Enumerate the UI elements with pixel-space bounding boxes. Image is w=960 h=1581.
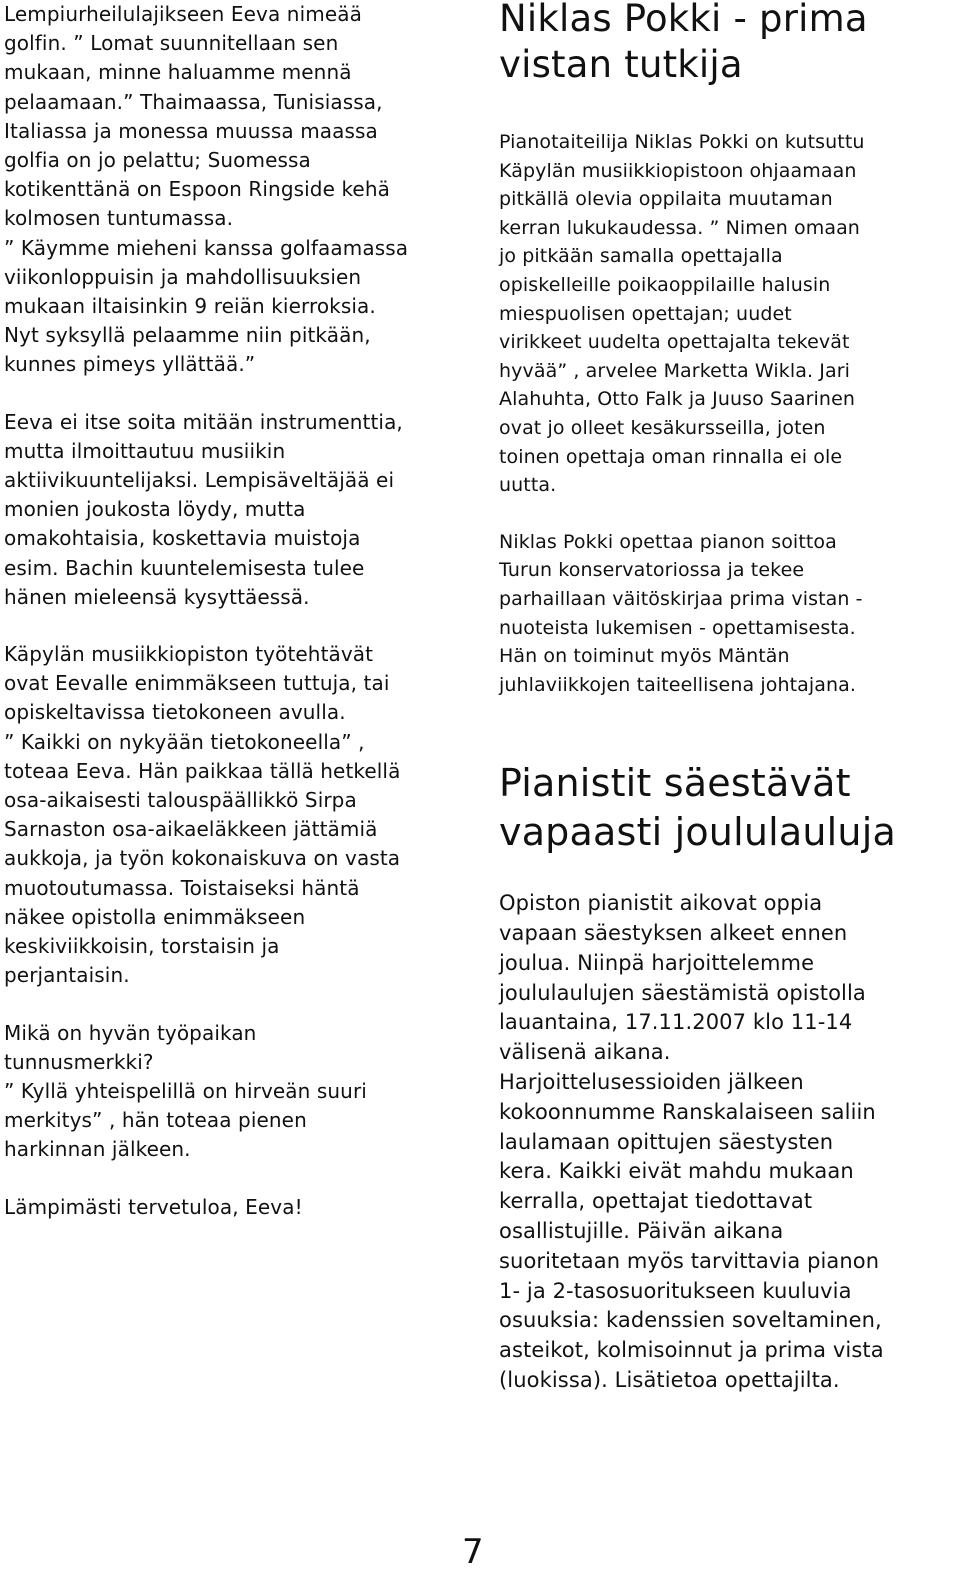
- text-line: kolmosen tuntumassa.: [4, 206, 234, 231]
- text-line: merkitys” , hän toteaa pienen: [4, 1108, 307, 1133]
- text-line: kotikenttänä on Espoon Ringside kehä: [4, 177, 390, 202]
- text-line: kerralla, opettajat tiedottavat: [499, 1189, 813, 1214]
- article-heading: [499, 0, 957, 88]
- text-line: Mikä on hyvän työpaikan: [4, 1020, 257, 1045]
- text-line: Lämpimästi tervetuloa, Eeva!: [4, 1194, 303, 1219]
- text-line: juhlaviikkojen taiteellisena johtajana.: [499, 673, 857, 696]
- text-line: joulua. Niinpä harjoittelemme: [499, 950, 815, 975]
- article-heading: [499, 759, 957, 857]
- text-line: toteaa Eeva. Hän paikkaa tällä hetkellä: [4, 758, 401, 783]
- paragraph-music-listening: [4, 408, 474, 612]
- paragraph-work-tasks: [4, 640, 474, 990]
- text-line: osa-aikaisesti talouspäällikkö Sirpa: [4, 788, 357, 813]
- text-line: Turun konservatoriossa ja tekee: [499, 559, 805, 582]
- text-line: Pianistit säestävät: [499, 761, 851, 806]
- text-line: vapaan säestyksen alkeet ennen: [499, 921, 848, 946]
- paragraph-welcome: [4, 1193, 474, 1222]
- text-line: hänen mieleensä kysyttäessä.: [4, 584, 310, 609]
- text-line: Nyt syksyllä pelaamme niin pitkään,: [4, 323, 371, 348]
- text-line: opiskeltavissa tietokoneen avulla.: [4, 700, 346, 725]
- text-line: Käpylän musiikkiopistoon ohjaamaan: [499, 159, 857, 182]
- text-line: kerran lukukaudessa. ” Nimen omaan: [499, 216, 860, 239]
- text-line: opiskelleille poikaoppilaille halusin: [499, 273, 831, 296]
- text-line: parhaillaan väitöskirjaa prima vistan -: [499, 587, 863, 610]
- text-line: viikonloppuisin ja mahdollisuuksien: [4, 264, 362, 289]
- text-line: osuuksia: kadenssien soveltaminen,: [499, 1308, 882, 1333]
- article-paragraph: [499, 528, 957, 700]
- text-line: Sarnaston osa-aikaeläkkeen jättämiä: [4, 817, 378, 842]
- text-line: golfin. ” Lomat suunnitellaan sen: [4, 31, 339, 56]
- text-line: esim. Bachin kuuntelemisesta tulee: [4, 555, 365, 580]
- text-line: muotoutumassa. Toistaiseksi häntä: [4, 875, 360, 900]
- text-line: Niklas Pokki opettaa pianon soittoa: [499, 530, 837, 553]
- text-line: ” Käymme mieheni kanssa golfaamassa: [4, 235, 409, 260]
- text-line: Italiassa ja monessa muussa maassa: [4, 118, 378, 143]
- text-line: ” Kyllä yhteispelillä on hirveän suuri: [4, 1078, 367, 1103]
- text-line: suoritetaan myös tarvittavia pianon: [499, 1248, 880, 1273]
- text-line: välisenä aikana.: [499, 1040, 671, 1065]
- text-line: aktiivikuuntelijaksi. Lempisäveltäjää ei: [4, 468, 395, 493]
- left-column: [4, 0, 474, 1222]
- text-line: pelaamaan.” Thaimaassa, Tunisiassa,: [4, 89, 383, 114]
- right-column: [499, 0, 957, 1396]
- text-line: hyvää” , arvelee Marketta Wikla. Jari: [499, 359, 850, 382]
- text-line: osallistujille. Päivän aikana: [499, 1219, 784, 1244]
- text-line: kunnes pimeys yllättää.”: [4, 352, 256, 377]
- text-line: nuoteista lukemisen - opettamisesta.: [499, 616, 856, 639]
- text-line: mutta ilmoittautuu musiikin: [4, 438, 286, 463]
- text-line: ovat Eevalle enimmäkseen tuttuja, tai: [4, 671, 390, 696]
- text-line: Pianotaiteilija Niklas Pokki on kutsuttu: [499, 131, 865, 153]
- text-line: lauantaina, 17.11.2007 klo 11-14: [499, 1010, 853, 1035]
- text-line: mukaan iltaisinkin 9 reiän kierroksia.: [4, 294, 376, 319]
- text-line: perjantaisin.: [4, 963, 130, 988]
- text-line: Opiston pianistit aikovat oppia: [499, 891, 823, 916]
- paragraph-golf: [4, 0, 474, 380]
- page-number: 7: [462, 1532, 484, 1572]
- text-line: mukaan, minne haluamme mennä: [4, 60, 352, 85]
- text-line: Niklas Pokki - prima: [499, 0, 868, 40]
- text-line: Alahuhta, Otto Falk ja Juuso Saarinen: [499, 388, 856, 411]
- text-line: laulamaan opittujen säestysten: [499, 1129, 834, 1154]
- text-line: vistan tutkija: [499, 43, 743, 86]
- text-line: asteikot, kolmisoinnut ja prima vista: [499, 1338, 884, 1363]
- text-line: ” Kaikki on nykyään tietokoneella” ,: [4, 729, 365, 754]
- text-line: (luokissa). Lisätietoa opettajilta.: [499, 1368, 840, 1393]
- text-line: ovat jo olleet kesäkursseilla, joten: [499, 416, 826, 439]
- text-line: Harjoittelusessioiden jälkeen: [499, 1070, 804, 1095]
- text-line: Lempiurheilulajikseen Eeva nimeää: [4, 2, 362, 26]
- text-line: Hän on toiminut myös Mäntän: [499, 645, 790, 668]
- text-line: Käpylän musiikkiopiston työtehtävät: [4, 642, 374, 667]
- text-line: miespuolisen opettajan; uudet: [499, 302, 792, 325]
- article-niklas-pokki: [499, 0, 957, 699]
- text-line: jo pitkään samalla opettajalla: [499, 245, 783, 268]
- text-line: virikkeet uudelta opettajalta tekevät: [499, 331, 850, 354]
- text-line: kokoonnumme Ranskalaiseen saliin: [499, 1099, 876, 1124]
- text-line: pitkällä olevia oppilaita muutaman: [499, 188, 833, 211]
- text-line: Eeva ei itse soita mitään instrumenttia,: [4, 409, 403, 434]
- text-line: joululaulujen säestämistä opistolla: [499, 980, 866, 1005]
- text-line: näkee opistolla enimmäkseen: [4, 904, 306, 929]
- paragraph-good-workplace: [4, 1019, 474, 1165]
- article-paragraph: [499, 128, 957, 500]
- text-line: uutta.: [499, 474, 557, 497]
- text-line: toinen opettaja oman rinnalla ei ole: [499, 445, 843, 468]
- text-line: vapaasti joululauluja: [499, 810, 896, 855]
- text-line: 1- ja 2-tasosuoritukseen kuuluvia: [499, 1278, 852, 1303]
- text-line: keskiviikkoisin, torstaisin ja: [4, 934, 280, 959]
- text-line: omakohtaisia, koskettavia muistoja: [4, 526, 361, 551]
- article-pianistit: [499, 759, 957, 1396]
- text-line: monien joukosta löydy, mutta: [4, 497, 306, 522]
- text-line: kera. Kaikki eivät mahdu mukaan: [499, 1159, 854, 1184]
- text-line: harkinnan jälkeen.: [4, 1137, 191, 1162]
- article-paragraph: [499, 889, 957, 1396]
- text-line: golfia on jo pelattu; Suomessa: [4, 148, 311, 173]
- text-line: tunnusmerkki?: [4, 1049, 154, 1074]
- text-line: aukkoja, ja työn kokonaiskuva on vasta: [4, 846, 401, 871]
